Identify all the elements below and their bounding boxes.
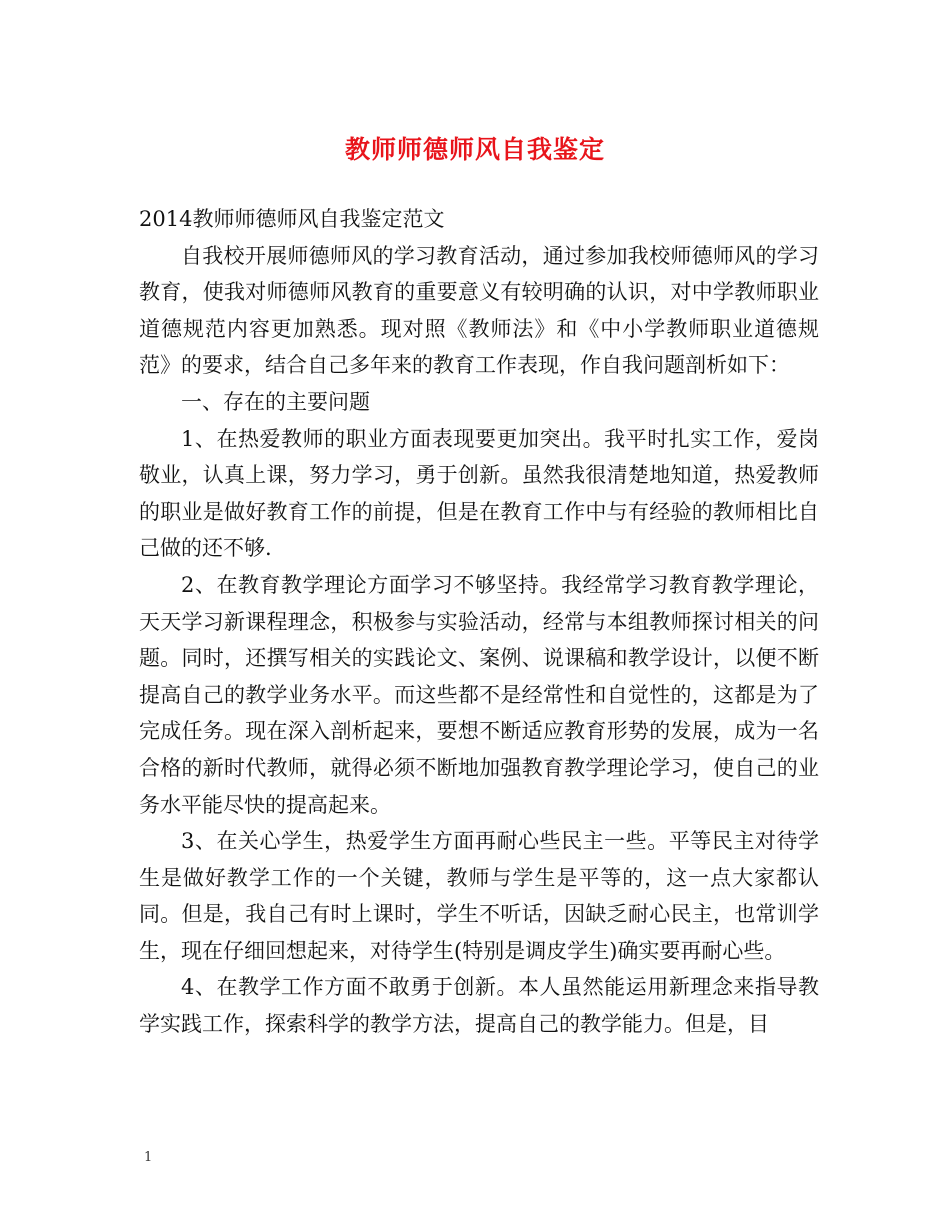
document-subtitle: 2014教师师德师风自我鉴定范文 [139,207,445,231]
page-number: 1 [144,1150,153,1165]
document-body [139,201,819,1043]
paragraph-item-1: 1、在热爱教师的职业方面表现要更加突出。我平时扎实工作，爱岗敬业，认真上课，努力学习，勇于创新。虽然我很清楚地知道，热爱教师的职业是做好教育工作的前提，但是在教育工作中与有经验的教师相比自己做的还不够. [139,426,819,561]
document-title: 教师师德师风自我鉴定 [344,135,605,164]
section-heading: 一、存在的主要问题 [181,389,370,414]
paragraph-item-4: 4、在教学工作方面不敢勇于创新。本人虽然能运用新理念来指导教学实践工作，探索科学的教学方法，提高自己的教学能力。但是，目 [139,975,819,1037]
paragraph-item-2: 2、在教育教学理论方面学习不够坚持。我经常学习教育教学理论，天天学习新课程理念，积极参与实验活动，经常与本组教师探讨相关的问题。同时，还撰写相关的实践论文、案例、说课稿和教学设计，以便不断提高自己的教学业务水平。而这些都不是经常性和自觉性的，这都是为了完成任务。现在深入剖析起来，要想不断适应教育形势的发展，成为一名合格的新时代教师，就得必须不断地加强教育教学理论学习，使自己的业务水平能尽快的提高起来。 [139,572,819,817]
intro-paragraph: 自我校开展师德师风的学习教育活动，通过参加我校师德师风的学习教育，使我对师德师风教育的重要意义有较明确的认识，对中学教师职业道德规范内容更加熟悉。现对照《教师法》和《中小学教师职业道德规范》的要求，结合自己多年来的教育工作表现，作自我问题剖析如下： [139,243,819,378]
paragraph-item-3: 3、在关心学生，热爱学生方面再耐心些民主一些。平等民主对待学生是做好教学工作的一个关键，教师与学生是平等的，这一点大家都认同。但是，我自己有时上课时，学生不听话，因缺乏耐心民主，也常训学生，现在仔细回想起来，对待学生(特别是调皮学生)确实要再耐心些。 [139,829,819,963]
